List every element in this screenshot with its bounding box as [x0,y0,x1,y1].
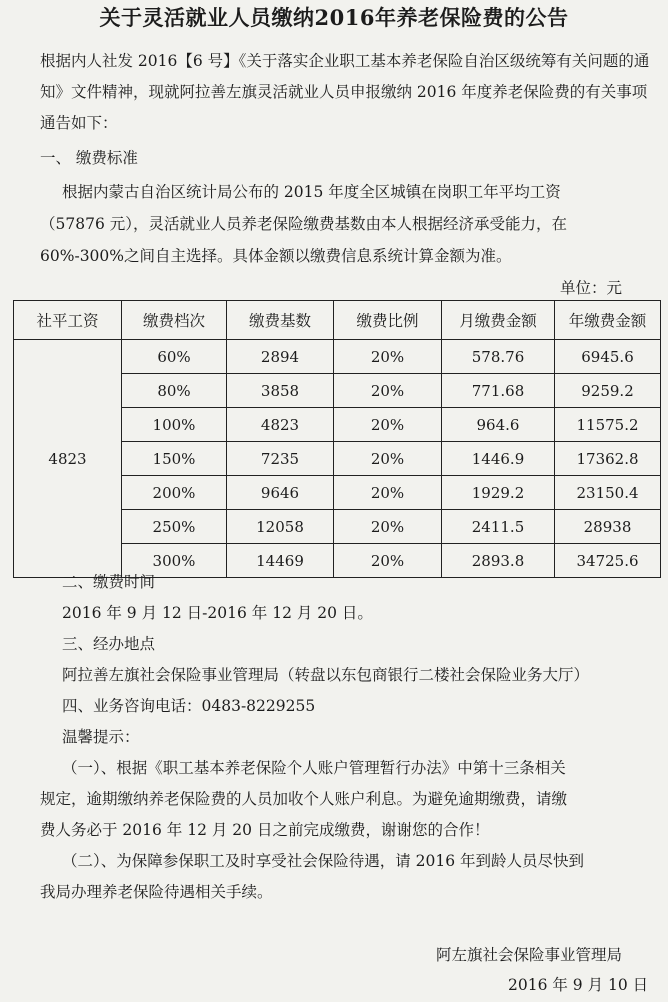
unit-label: 单位：元 [560,279,623,297]
col-header-ratio: 缴费比例 [334,301,442,340]
intro-paragraph: 根据内人社发 2016【6 号】《关于落实企业职工基本养老保险自治区级统筹有关问题的通知》文件精神，现就阿拉善左旗灵活就业人员申报缴纳 2016 年度养老保险费的有关事项通告如下： [40,52,650,132]
table-cell: 34725.6 [555,544,661,578]
table-cell: 100% [122,408,227,442]
section-3-text: 阿拉善左旗社会保险事业管理局（转盘以东包商银行二楼社会保险业务大厅） [62,666,590,684]
table-cell: 3858 [227,374,334,408]
table-cell: 20% [334,442,442,476]
table-cell: 20% [334,510,442,544]
notice-title: 关于灵活就业人员缴纳2016年养老保险费的公告 [99,5,569,30]
table-cell: 964.6 [442,408,555,442]
signature-date: 2016 年 9 月 10 日 [508,976,649,994]
col-header-level: 缴费档次 [122,301,227,340]
table-cell: 250% [122,510,227,544]
avg-wage-cell: 4823 [14,340,122,578]
table-cell: 7235 [227,442,334,476]
section-1-line-1: 根据内蒙古自治区统计局公布的 2015 年度全区城镇在岗职工年平均工资 [62,183,561,201]
table-cell: 20% [334,544,442,578]
table-cell: 578.76 [442,340,555,374]
section-2-text: 2016 年 9 月 12 日-2016 年 12 月 20 日。 [62,604,373,622]
table-cell: 6945.6 [555,340,661,374]
table-cell: 2894 [227,340,334,374]
table-cell: 14469 [227,544,334,578]
table-header-row [14,301,661,340]
section-3-heading: 三、经办地点 [62,635,156,653]
table-cell: 11575.2 [555,408,661,442]
table-cell: 12058 [227,510,334,544]
table-cell: 80% [122,374,227,408]
tip-1-line-3: 费人务必于 2016 年 12 月 20 日之前完成缴费，谢谢您的合作！ [40,821,490,839]
signature-org: 阿左旗社会保险事业管理局 [436,946,623,964]
col-header-yearly: 年缴费金额 [555,301,661,340]
section-1-heading: 一、 缴费标准 [40,149,138,167]
tip-1-line-1: （一）、根据《职工基本养老保险个人账户管理暂行办法》中第十三条相关 [62,759,566,777]
table-cell: 20% [334,476,442,510]
table-cell: 200% [122,476,227,510]
table-row [14,340,661,374]
table-cell: 9259.2 [555,374,661,408]
section-2-heading: 二、缴费时间 [62,573,156,591]
table-cell: 20% [334,340,442,374]
table-cell: 28938 [555,510,661,544]
table-cell: 150% [122,442,227,476]
tip-2-line-2: 我局办理养老保险待遇相关手续。 [40,883,273,901]
col-header-avg-wage: 社平工资 [14,301,122,340]
table-cell: 2893.8 [442,544,555,578]
col-header-monthly: 月缴费金额 [442,301,555,340]
table-cell: 23150.4 [555,476,661,510]
col-header-base: 缴费基数 [227,301,334,340]
table-cell: 1929.2 [442,476,555,510]
table-cell: 20% [334,408,442,442]
table-cell: 771.68 [442,374,555,408]
table-cell: 17362.8 [555,442,661,476]
section-4-phone: 四、业务咨询电话：0483-8229255 [62,697,316,715]
section-1-line-3: 60%-300%之间自主选择。具体金额以缴费信息系统计算金额为准。 [40,247,512,265]
tip-1-line-2: 规定，逾期缴纳养老保险费的人员加收个人账户利息。为避免逾期缴费，请缴 [40,790,568,808]
tips-heading: 温馨提示： [62,728,140,746]
fee-table [13,300,661,578]
table-cell: 20% [334,374,442,408]
table-cell: 300% [122,544,227,578]
table-cell: 2411.5 [442,510,555,544]
table-cell: 4823 [227,408,334,442]
table-cell: 9646 [227,476,334,510]
table-cell: 1446.9 [442,442,555,476]
table-cell: 60% [122,340,227,374]
tip-2-line-1: （二）、为保障参保职工及时享受社会保险待遇，请 2016 年到龄人员尽快到 [62,852,585,870]
section-1-line-2: （57876 元），灵活就业人员养老保险缴费基数由本人根据经济承受能力，在 [40,215,567,233]
